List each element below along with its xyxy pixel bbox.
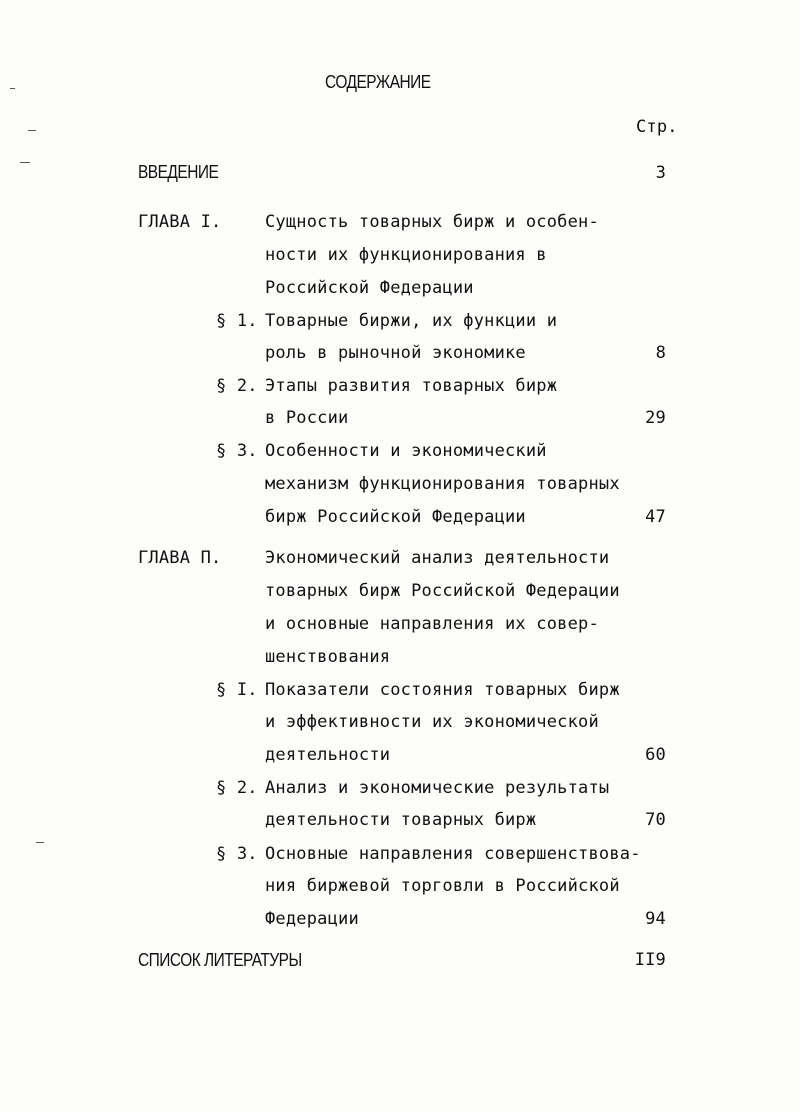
chapter-2-title-line: шенствования [265,647,391,667]
section-line: бирж Российской Федерации [265,507,526,527]
scan-mark [10,88,15,89]
section-marker: § 1. [216,311,258,331]
bibliography-label: СПИСОК ЛИТЕРАТУРЫ [138,950,302,970]
chapter-1-title-line: Сущность товарных бирж и особен- [265,212,599,232]
section-line: в России [265,408,349,428]
section-line: Товарные биржи, их функции и [265,311,558,331]
scan-mark [20,162,30,163]
section-marker: § 2. [216,778,258,798]
section-page: 60 [645,745,666,765]
section-line: ния биржевой торговли в Российской [265,876,620,896]
section-page: 94 [645,909,666,929]
chapter-2-title-line: и основные направления их совер- [265,614,599,634]
section-line: деятельности [265,745,391,765]
section-page: 47 [645,507,666,527]
intro-page: 3 [655,163,666,183]
section-line: Федерации [265,909,359,929]
chapter-1-title-line: Российской Федерации [265,278,474,298]
section-line: Основные направления совершенствова- [265,844,641,864]
chapter-2-title-line: Экономический анализ деятельности [265,548,610,568]
scan-mark [28,130,36,131]
section-line: Показатели состояния товарных бирж [265,680,620,700]
scan-mark [36,842,44,843]
page-column-label: Стр. [636,117,678,137]
section-marker: § 3. [216,844,258,864]
section-page: 29 [645,408,666,428]
section-marker: § I. [216,680,258,700]
section-line: роль в рыночной экономике [265,343,526,363]
intro-label: ВВЕДЕНИЕ [138,162,219,182]
bibliography-page: II9 [634,950,666,970]
chapter-1-title-line: ности их функционирования в [265,245,547,265]
section-line: механизм функционирования товарных [265,474,620,494]
section-page: 70 [645,810,666,830]
section-line: Особенности и экономический [265,441,547,461]
section-line: и эффективности их экономической [265,712,599,732]
section-page: 8 [655,343,666,363]
chapter-2-label: ГЛАВА П. [138,548,222,568]
chapter-2-title-line: товарных бирж Российской Федерации [265,581,620,601]
toc-title: СОДЕРЖАНИЕ [325,72,431,92]
section-marker: § 3. [216,441,258,461]
section-line: Анализ и экономические результаты [265,778,610,798]
section-line: деятельности товарных бирж [265,810,537,830]
section-marker: § 2. [216,376,258,396]
section-line: Этапы развития товарных бирж [265,376,558,396]
chapter-1-label: ГЛАВА I. [138,212,222,232]
